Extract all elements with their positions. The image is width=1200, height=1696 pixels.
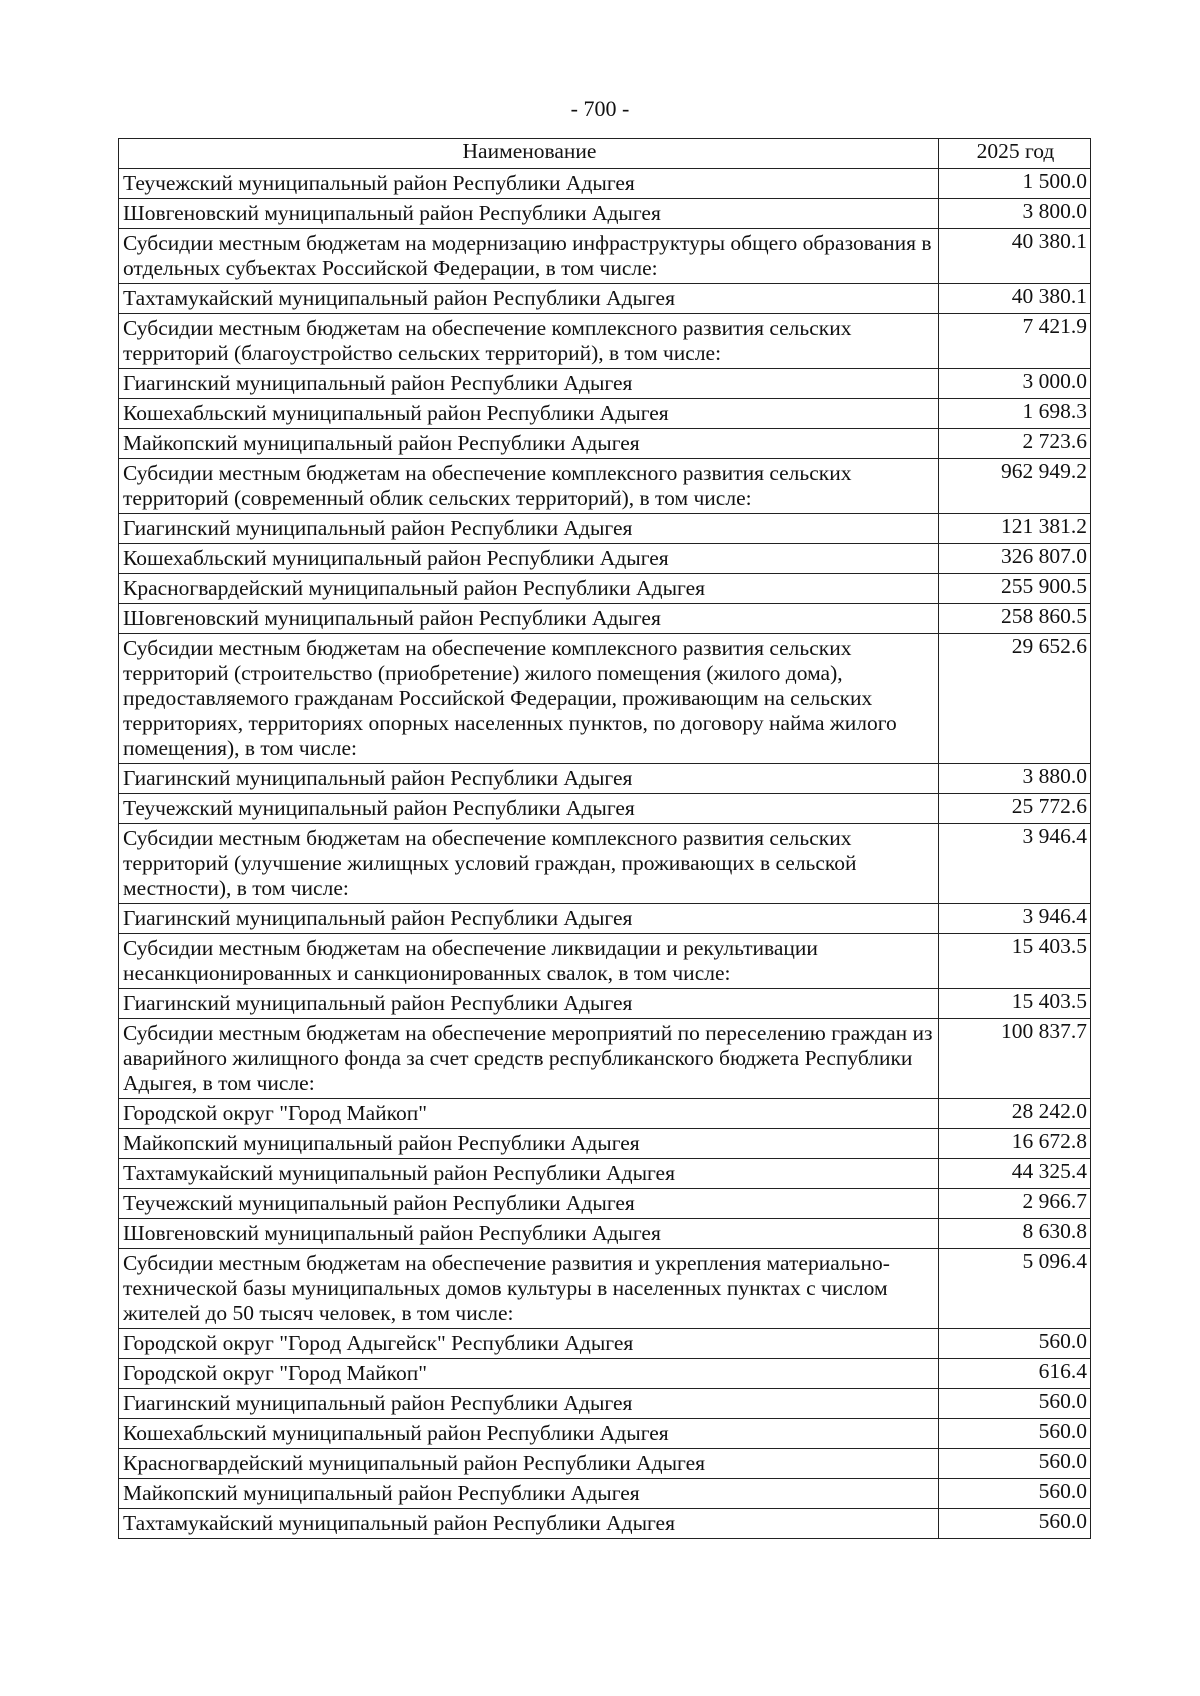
row-value-cell: 258 860.5 (939, 604, 1091, 634)
table-row (119, 399, 1091, 429)
table-row (119, 229, 1091, 284)
row-name-cell: Кошехабльский муниципальный район Республики Адыгея (119, 399, 939, 429)
row-name-cell: Гиагинский муниципальный район Республики Адыгея (119, 514, 939, 544)
table-row (119, 1189, 1091, 1219)
row-value-cell: 3 800.0 (939, 199, 1091, 229)
row-name-cell: Субсидии местным бюджетам на обеспечение развития и укрепления материально-технической базы муниципальных домов культуры в населенных пунктах с числом жителей до 50 тысяч человек, в том числе: (119, 1249, 939, 1329)
row-name-cell: Майкопский муниципальный район Республики Адыгея (119, 1479, 939, 1509)
row-name-cell: Городской округ "Город Майкоп" (119, 1099, 939, 1129)
table-row (119, 169, 1091, 199)
row-name-cell: Шовгеновский муниципальный район Республики Адыгея (119, 1219, 939, 1249)
table-row (119, 1329, 1091, 1359)
row-name-cell: Гиагинский муниципальный район Республики Адыгея (119, 904, 939, 934)
row-value-cell: 8 630.8 (939, 1219, 1091, 1249)
table-row (119, 989, 1091, 1019)
row-value-cell: 560.0 (939, 1419, 1091, 1449)
row-value-cell: 44 325.4 (939, 1159, 1091, 1189)
row-value-cell: 7 421.9 (939, 314, 1091, 369)
row-value-cell: 326 807.0 (939, 544, 1091, 574)
row-name-cell: Гиагинский муниципальный район Республики Адыгея (119, 369, 939, 399)
row-name-cell: Гиагинский муниципальный район Республики Адыгея (119, 989, 939, 1019)
column-header-year: 2025 год (939, 139, 1091, 169)
column-header-name: Наименование (119, 139, 939, 169)
table-row (119, 1159, 1091, 1189)
table-row (119, 369, 1091, 399)
row-value-cell: 3 946.4 (939, 824, 1091, 904)
table-row (119, 634, 1091, 764)
row-name-cell: Майкопский муниципальный район Республики Адыгея (119, 1129, 939, 1159)
table-row (119, 284, 1091, 314)
table-row (119, 1419, 1091, 1449)
table-body (119, 169, 1091, 1539)
row-name-cell: Тахтамукайский муниципальный район Республики Адыгея (119, 1509, 939, 1539)
table-row (119, 1099, 1091, 1129)
row-value-cell: 2 723.6 (939, 429, 1091, 459)
budget-table (118, 138, 1091, 1539)
row-value-cell: 962 949.2 (939, 459, 1091, 514)
table-row (119, 824, 1091, 904)
table-row (119, 1479, 1091, 1509)
row-value-cell: 121 381.2 (939, 514, 1091, 544)
row-value-cell: 560.0 (939, 1329, 1091, 1359)
row-value-cell: 25 772.6 (939, 794, 1091, 824)
row-name-cell: Гиагинский муниципальный район Республики Адыгея (119, 764, 939, 794)
row-value-cell: 3 946.4 (939, 904, 1091, 934)
row-name-cell: Субсидии местным бюджетам на обеспечение мероприятий по переселению граждан из аварийного жилищного фонда за счет средств республиканского бюджета Республики Адыгея, в том числе: (119, 1019, 939, 1099)
row-name-cell: Субсидии местным бюджетам на обеспечение комплексного развития сельских территорий (благоустройство сельских территорий), в том числе: (119, 314, 939, 369)
table-row (119, 199, 1091, 229)
row-name-cell: Кошехабльский муниципальный район Республики Адыгея (119, 544, 939, 574)
page-number: - 700 - (570, 96, 630, 121)
row-value-cell: 560.0 (939, 1449, 1091, 1479)
table-row (119, 544, 1091, 574)
row-value-cell: 40 380.1 (939, 229, 1091, 284)
table-header-row (119, 139, 1091, 169)
row-value-cell: 40 380.1 (939, 284, 1091, 314)
row-value-cell: 15 403.5 (939, 989, 1091, 1019)
row-value-cell: 560.0 (939, 1479, 1091, 1509)
table-row (119, 1019, 1091, 1099)
row-value-cell: 3 880.0 (939, 764, 1091, 794)
table-row (119, 574, 1091, 604)
table-row (119, 429, 1091, 459)
row-value-cell: 28 242.0 (939, 1099, 1091, 1129)
table-row (119, 764, 1091, 794)
row-value-cell: 16 672.8 (939, 1129, 1091, 1159)
row-value-cell: 15 403.5 (939, 934, 1091, 989)
row-value-cell: 29 652.6 (939, 634, 1091, 764)
row-name-cell: Городской округ "Город Майкоп" (119, 1359, 939, 1389)
table-row (119, 1249, 1091, 1329)
table-row (119, 904, 1091, 934)
table-row (119, 514, 1091, 544)
table-row (119, 1219, 1091, 1249)
row-name-cell: Красногвардейский муниципальный район Республики Адыгея (119, 1449, 939, 1479)
row-name-cell: Тахтамукайский муниципальный район Республики Адыгея (119, 1159, 939, 1189)
row-name-cell: Тахтамукайский муниципальный район Республики Адыгея (119, 284, 939, 314)
table-row (119, 794, 1091, 824)
row-name-cell: Майкопский муниципальный район Республики Адыгея (119, 429, 939, 459)
row-value-cell: 1 698.3 (939, 399, 1091, 429)
table-row (119, 934, 1091, 989)
row-value-cell: 560.0 (939, 1509, 1091, 1539)
row-name-cell: Субсидии местным бюджетам на обеспечение ликвидации и рекультивации несанкционированных и санкционированных свалок, в том числе: (119, 934, 939, 989)
table-row (119, 1389, 1091, 1419)
row-value-cell: 560.0 (939, 1389, 1091, 1419)
row-value-cell: 100 837.7 (939, 1019, 1091, 1099)
row-name-cell: Теучежский муниципальный район Республики Адыгея (119, 1189, 939, 1219)
table-row (119, 314, 1091, 369)
row-value-cell: 2 966.7 (939, 1189, 1091, 1219)
row-value-cell: 5 096.4 (939, 1249, 1091, 1329)
table-row (119, 1359, 1091, 1389)
row-name-cell: Теучежский муниципальный район Республики Адыгея (119, 794, 939, 824)
row-value-cell: 616.4 (939, 1359, 1091, 1389)
row-name-cell: Городской округ "Город Адыгейск" Республики Адыгея (119, 1329, 939, 1359)
row-value-cell: 255 900.5 (939, 574, 1091, 604)
row-name-cell: Субсидии местным бюджетам на обеспечение комплексного развития сельских территорий (улучшение жилищных условий граждан, проживающих в сельской местности), в том числе: (119, 824, 939, 904)
row-name-cell: Шовгеновский муниципальный район Республики Адыгея (119, 199, 939, 229)
table-row (119, 604, 1091, 634)
row-name-cell: Субсидии местным бюджетам на обеспечение комплексного развития сельских территорий (строительство (приобретение) жилого помещения (жилого дома), предоставляемого гражданам Российской Федерации, проживающим на сельских территориях, территориях опорных населенных пунктов, по договору найма жилого помещения), в том числе: (119, 634, 939, 764)
row-value-cell: 3 000.0 (939, 369, 1091, 399)
row-name-cell: Красногвардейский муниципальный район Республики Адыгея (119, 574, 939, 604)
row-value-cell: 1 500.0 (939, 169, 1091, 199)
row-name-cell: Шовгеновский муниципальный район Республики Адыгея (119, 604, 939, 634)
row-name-cell: Теучежский муниципальный район Республики Адыгея (119, 169, 939, 199)
table-row (119, 1129, 1091, 1159)
table-row (119, 459, 1091, 514)
row-name-cell: Кошехабльский муниципальный район Республики Адыгея (119, 1419, 939, 1449)
table-row (119, 1509, 1091, 1539)
table-row (119, 1449, 1091, 1479)
row-name-cell: Гиагинский муниципальный район Республики Адыгея (119, 1389, 939, 1419)
row-name-cell: Субсидии местным бюджетам на модернизацию инфраструктуры общего образования в отдельных субъектах Российской Федерации, в том числе: (119, 229, 939, 284)
row-name-cell: Субсидии местным бюджетам на обеспечение комплексного развития сельских территорий (современный облик сельских территорий), в том числе: (119, 459, 939, 514)
